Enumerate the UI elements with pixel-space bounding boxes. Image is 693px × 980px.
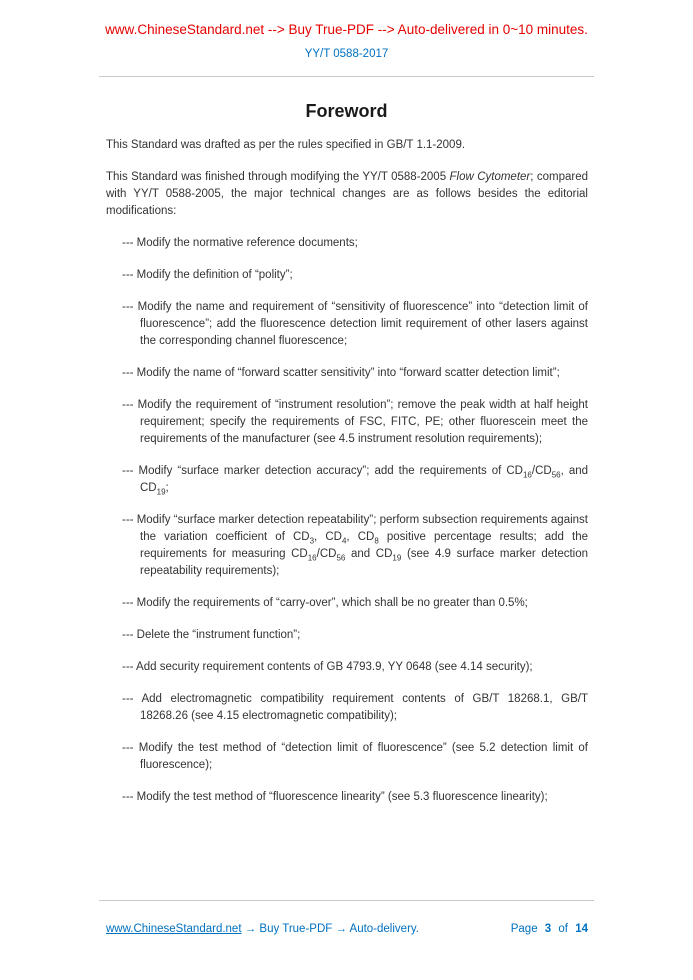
page-footer — [0, 900, 693, 980]
document-body — [0, 137, 693, 806]
footer-promo — [106, 923, 419, 935]
list-item: --- Add security requirement contents of GB 4793.9, YY 0648 (see 4.14 security); — [122, 661, 533, 673]
page-current: 3 — [544, 923, 552, 935]
list-item: --- Modify the name and requirement of “sensitivity of fluorescence” into “detection limit of fluorescence”; add the fluorescence detection limit requirement of other lasers against the corresponding channel fluorescence; — [122, 301, 588, 347]
list-item: --- Delete the “instrument function”; — [122, 629, 301, 641]
page-total: 14 — [575, 923, 588, 935]
footer-site-link[interactable]: www.ChineseStandard.net — [106, 923, 242, 935]
list-item: --- Modify “surface marker detection repeatability”; perform subsection requirements against the variation coefficient of $CD_3$, $CD_4$, $CD_8$ positive percentage results; add the requirements for measuring $CD_{16}/CD_{56}$ and $CD_{19}$ (see 4.9 surface marker detection repeatability requirements); — [122, 514, 589, 577]
list-item: --- Modify the requirements of “carry-over”, which shall be no greater than 0.5%; — [122, 597, 528, 609]
list-item: --- Modify the requirement of “instrument resolution”; remove the peak width at half height requirement; specify the requirements of FSC, FITC, PE; other fluorescein meet the requirements of the manufacturer (see 4.5 instrument resolution requirements); — [122, 399, 588, 445]
list-item: --- Modify the normative reference documents; — [122, 237, 358, 249]
paragraph: This Standard was finished through modifying the YY/T 0588-2005 Flow Cytometer; compared with YY/T 0588-2005, the major technical changes are as follows besides the editorial modifications: — [106, 171, 588, 217]
list-item: --- Modify the test method of “fluorescence linearity” (see 5.3 fluorescence linearity); — [122, 791, 548, 803]
list-item: --- Add electromagnetic compatibility requirement contents of GB/T 18268.1, GB/T 18268.26 (see 4.15 electromagnetic compatibility); — [122, 693, 588, 722]
list-item: --- Modify “surface marker detection accuracy”; add the requirements of $CD_{16}/CD_{56}$, and $CD_{19}$; — [122, 465, 589, 497]
page-header — [0, 0, 693, 62]
page-label: Page — [510, 923, 538, 935]
list-item: --- Modify the definition of “polity”; — [122, 269, 293, 281]
of-label: of — [558, 923, 568, 935]
page-indicator — [507, 923, 588, 935]
modification-list — [106, 235, 588, 806]
page-title: Foreword — [305, 101, 388, 121]
list-item: --- Modify the name of “forward scatter sensitivity” into “forward scatter detection limit”; — [122, 367, 560, 379]
header-divider — [99, 76, 594, 77]
standard-code: YY/T 0588-2017 — [304, 48, 389, 60]
header-promo-text: www.ChineseStandard.net --> Buy True-PDF --> Auto-delivered in 0~10 minutes. — [105, 22, 588, 37]
footer-promo-tail: → Buy True-PDF → Auto-delivery. — [241, 923, 419, 935]
list-item: --- Modify the test method of “detection limit of fluorescence” (see 5.2 detection limit of fluorescence); — [122, 742, 588, 771]
paragraph: This Standard was drafted as per the rules specified in GB/T 1.1-2009. — [106, 139, 466, 151]
